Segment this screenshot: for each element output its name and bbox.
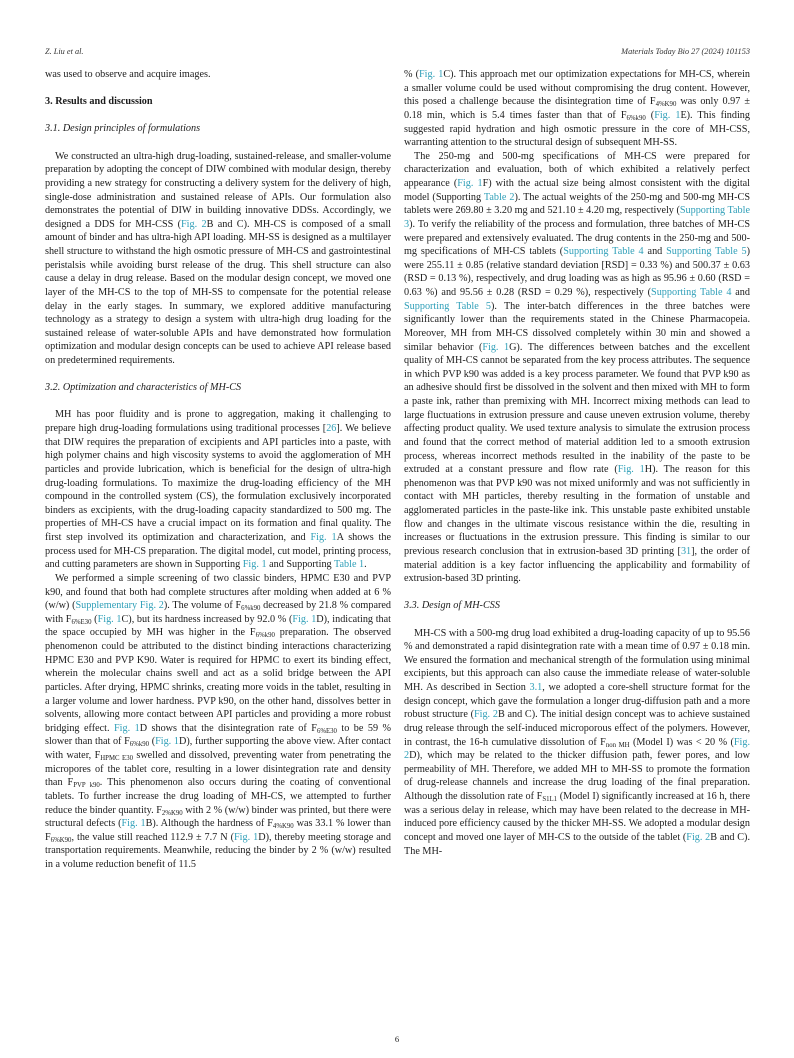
cross-ref-link[interactable]: Fig. 1 bbox=[292, 613, 317, 625]
paragraph-intro: was used to observe and acquire images. bbox=[45, 69, 211, 80]
two-column-body bbox=[45, 68, 750, 872]
header-author: Z. Liu et al. bbox=[45, 47, 84, 56]
section-heading-results: 3. Results and discussion bbox=[45, 96, 153, 108]
cross-ref-link[interactable]: 3.1 bbox=[529, 682, 543, 694]
subscript-text: 6%k90 bbox=[129, 741, 150, 749]
cross-ref-link[interactable]: Supporting Table 3 bbox=[404, 205, 750, 230]
cross-ref-link[interactable]: Fig. 1 bbox=[418, 69, 444, 80]
subscript-text: 6%k90 bbox=[255, 632, 275, 640]
subsection-heading-3-3: 3.3. Design of MH-CSS bbox=[404, 600, 500, 612]
cross-ref-link[interactable]: Fig. 1 bbox=[234, 831, 259, 843]
left-column bbox=[45, 68, 391, 872]
cross-ref-link[interactable]: Fig. 1 bbox=[457, 178, 483, 189]
cross-ref-link[interactable]: Fig. 1 bbox=[617, 464, 645, 476]
cross-ref-link[interactable]: 26 bbox=[326, 423, 337, 435]
cross-ref-link[interactable]: Fig. 1 bbox=[654, 109, 681, 121]
right-column bbox=[404, 68, 750, 872]
subscript-text: non MH bbox=[605, 741, 630, 749]
paragraph-optimization-2: We performed a simple screening of two classic binders, HPMC E30 and PVP k90, and found that both had complete structures after molding when added at 6 % (w/w) (Supplementary Fig. 2). The volume of $F_{6\%k90}$ decreased by 21.8 % compared with $F_{6\%E30}$ (Fig. 1C), but its hardness increased by 92.0 % (Fig. 1D), indicating that the space occupied by MH was higher in the $F_{6\%k90}$ preparation. The observed phenomenon could be attributed to the distinct binding interactions characterizing HPMC E30 and PVP K90. Water is required for HPMC to exert its binding effect, wherein the molecular chains swell and act as a solid bridge between the API particles. After drying, HPMC shrinks, creating more voids in the tablet, resulting in a larger volume and lower hardness. PVP k90, on the other hand, dissolves better in solvents, allowing more contact between API particles and providing a more robust bridging effect. Fig. 1D shows that the disintegration rate of $F_{6\%E30}$ to be 59 % slower than that of $F_{6\%k90}$ (Fig. 1D), further supporting the above view. After contact with water, $F_{HPMC E30}$ swelled and dissolved, preventing water from penetrating the micropores of the tablet core, resulting in a lower disintegration rate and density than $F_{PVP k90}$. This phenomenon also occurs during the coating of conventional tablets. To further increase the drug loading of MH-CS, we attempted to further reduce the binder quantity. $F_{2\%K90}$ with 2 % (w/w) binder was printed, but there were structural defects (Fig. 1B). Although the hardness of $F_{4\%K90}$ was 33.1 % lower than $F_{6\%K90}$, the value still reached 112.9 ± 7.7 N (Fig. 1D), thereby meeting storage and transportation requirements. Meanwhile, reducing the binder by 2 % (w/w) resulted in a volume reduction benefit of 11.5 bbox=[45, 572, 392, 871]
paragraph-continuation: % (Fig. 1C). This approach met our optimization expectations for MH-CS, wherein a smaller volume could be used without compromising the drug content. However, this posed a challenge because the disintegration time of $F_{4\%K90}$ was only 0.97 ± 0.18 min, which is 5.4 times faster than that of $F_{6\%k90}$ (Fig. 1E). This finding suggested rapid hydration and high osmotic pressure in the core of MH-CSS, warranting attention to the structural design of subsequent MH-SS. bbox=[404, 69, 750, 149]
subscript-text: 4%K90 bbox=[655, 101, 677, 109]
cross-ref-link[interactable]: Fig. 1 bbox=[97, 613, 122, 625]
subscript-text: 6%K90 bbox=[50, 836, 72, 844]
cross-ref-link[interactable]: Fig. 2 bbox=[404, 736, 750, 762]
cross-ref-link[interactable]: Supplementary Fig. 2 bbox=[75, 600, 164, 612]
subscript-text: 4%K90 bbox=[272, 823, 294, 831]
subsection-heading-3-1: 3.1. Design principles of formulations bbox=[45, 123, 201, 135]
subscript-text: 6%E30 bbox=[316, 727, 337, 735]
paragraph-optimization-1: MH has poor fluidity and is prone to aggregation, making it challenging to prepare high drug-loading formulations using traditional processes [26]. We believe that DIW requires the preparation of excipients and API particles into a paste, with high polymer chains and high viscosity systems to avoid the agglomeration of MH particles and provide lubrication, which is beneficial for the design of ultra-high drug-loading formulations. To maximize the drug-loading efficiency of the MH compound in the controlled system (CS), the formulation exclusively incorporated binders as excipients, with the drug-loading capacity standardized to 500 mg. The properties of MH-CS have a crucial impact on its formation and final quality. The first step involved its optimization and characterization, and Fig. 1A shows the process used for MH-CS preparation. The digital model, cut model, printing process, and cutting parameters are shown in Supporting Fig. 1 and Supporting Table 1. bbox=[45, 409, 391, 571]
header-journal: Materials Today Bio 27 (2024) 101153 bbox=[621, 47, 750, 56]
subscript-text: 6%k90 bbox=[241, 605, 261, 613]
cross-ref-link[interactable]: Table 2 bbox=[483, 191, 515, 203]
page-footer bbox=[0, 1034, 794, 1044]
cross-ref-link[interactable]: Fig. 1 bbox=[242, 559, 267, 571]
cross-ref-link[interactable]: Supporting Table 4 bbox=[563, 246, 644, 258]
cross-ref-link[interactable]: Fig. 2 bbox=[181, 218, 207, 230]
paragraph-design-mhcss: MH-CS with a 500-mg drug load exhibited a drug-loading capacity of up to 95.56 % and demonstrated a rapid disintegration rate with a mean time of 0.97 ± 0.18 min. We ensured the formation and mechanical strength of the formulation using minimal excipients, but this approach can also cause the immediate release of water-soluble MH. As described in Section 3.1, we adopted a core-shell structure format for the design concept, which gave the formulation a longer drug-diffusion path and a more robust structure (Fig. 2B and C). The initial design concept was to achieve sustained drug release through the self-induced microporous effect of the polymers. However, in contrast, the 16-h cumulative dissolution of $F_{non MH}$ (Model I) was < 20 % (Fig. 2D), which may be related to the thicker diffusion path, fewer pores, and low permeability of MH. Therefore, we added MH to MH-SS to promote the formation of drug-release channels and increase the drug loading of the final preparation. Although the dissolution rate of $F_{S1L1}$ (Model I) significantly increased at 16 h, there was a serious delay in release, which may have been related to the decrease in MH-induced pore efficiency caused by the thicker MH-SS. We adopted a modular design concept and moved one layer of MH-CS to the outside of the tablet (Fig. 2B and C). The MH- bbox=[404, 627, 750, 857]
cross-ref-link[interactable]: Fig. 1 bbox=[121, 818, 146, 830]
cross-ref-link[interactable]: Fig. 1 bbox=[310, 532, 337, 544]
paragraph-batches: The 250-mg and 500-mg specifications of MH-CS were prepared for characterization and evaluation, both of which exhibited a relatively perfect appearance (Fig. 1F) with the actual size being almost consistent with the digital model (Supporting Table 2). The actual weights of the 250-mg and 500-mg MH-CS tablets were 269.80 ± 3.20 mg and 521.10 ± 4.20 mg, respectively (Supporting Table 3). To verify the reliability of the process and formulation, three batches of MH-CS were prepared and extensively evaluated. The drug contents in the 250-mg and 500-mg specifications of MH-CS tablets (Supporting Table 4 and Supporting Table 5) were 255.11 ± 0.85 (relative standard deviation [RSD] = 0.33 %) and 500.37 ± 0.63 (RSD = 0.13 %), respectively, and drug loading was as high as 95.96 ± 0.60 (RSD = 0.63 %) and 95.56 ± 0.28 (RSD = 0.29 %), respectively (Supporting Table 4 and Supporting Table 5). The inter-batch differences in the three batches were significantly lower than the requirements stated in the Chinese Pharmacopeia. Moreover, MH from MH-CS dissolved completely within 30 min and showed a similar behavior (Fig. 1G). The differences between batches and the excellent quality of MH-CS cannot be separated from the key process attributes. The sequence in which PVP k90 was added is a key process parameter. We found that PVP k90 as an adhesive should first be dissolved in the solvent and then mixed with MH to form a paste ink, rather than premixing with MH. Incorrect mixing methods can lead to large fluctuations in extrusion pressure and cause uneven extrusion volume, thereby affecting product quality. We used texture analysis to simulate the extrusion process and found that the correct method of material addition led to a smooth extrusion process, whereas incorrect methods resulted in the inability of the paste to be extruded at a constant pressure and flow rate (Fig. 1H). The reason for this phenomenon was that PVP k90 was not mixed uniformly and was not sufficiently in contact with MH particles, thereby resulting in the formation of unstable and agglomerated particles in the paste-like ink. This unstable paste exhibited unstable flow and changes in the ultimate viscous resistance within the die, resulting in increases or fluctuations in the extrusion pressure. This finding is similar to our previous research conclusion that in extrusion-based 3D printing [31], the order of material addition is a key factor influencing the applicability and formability of extrusion-based 3D printing. bbox=[404, 150, 751, 585]
cross-ref-link[interactable]: Supporting Table 5 bbox=[666, 246, 747, 258]
subscript-text: 2%K90 bbox=[161, 809, 183, 817]
page-number: 6 bbox=[394, 1034, 400, 1044]
paragraph-design-principles: We constructed an ultra-high drug-loading, sustained-release, and smaller-volume preparation by adopting the concept of DIW combined with modular design, thereby providing a new strategy for constructing a delivery system for the delivery of high, single-dose administration and sustained release of APIs. Our formulation also demonstrates the potential of DIW in building innovative DDSs. Accordingly, we designed a DDS for MH-CSS (Fig. 2B and C). MH-CS is composed of a small amount of binder and has ultra-high API loading. MH-SS is designed as a multilayer shell structure to withstand the high osmotic pressure of MH-CS and gastrointestinal peristalsis while avoiding burst release of the drug. This shell structure can also cause a delay in drug release. Based on the modular design concept, we moved one layer of the MH-CS to the top of MH-SS to compensate for the potential release delay in the early stages. In summary, we explored additive manufacturing technology as a strategy to design a system with ultra-high drug loading for the sustained release of water-soluble APIs and have demonstrated how formulation optimization and modular design concepts can be used to achieve API release based on predetermined requirements. bbox=[45, 150, 391, 367]
cross-ref-link[interactable]: Fig. 1 bbox=[482, 341, 510, 353]
subscript-text: HPMC E30 bbox=[100, 755, 133, 763]
cross-ref-link[interactable]: Supporting Table 4 bbox=[651, 287, 732, 298]
page-header bbox=[45, 47, 750, 56]
cross-ref-link[interactable]: 31 bbox=[680, 545, 692, 557]
cross-ref-link[interactable]: Table 1 bbox=[334, 559, 365, 571]
subscript-text: S1L1 bbox=[542, 796, 558, 804]
subscript-text: PVP k90 bbox=[73, 782, 100, 790]
cross-ref-link[interactable]: Fig. 1 bbox=[155, 736, 179, 748]
subscript-text: 6%k90 bbox=[626, 114, 646, 122]
cross-ref-link[interactable]: Fig. 2 bbox=[686, 831, 711, 843]
subscript-text: 6%E30 bbox=[71, 618, 92, 626]
subsection-heading-3-2: 3.2. Optimization and characteristics of MH-CS bbox=[45, 382, 242, 394]
cross-ref-link[interactable]: Fig. 1 bbox=[114, 722, 140, 734]
cross-ref-link[interactable]: Supporting Table 5 bbox=[404, 300, 492, 312]
cross-ref-link[interactable]: Fig. 2 bbox=[473, 709, 498, 721]
